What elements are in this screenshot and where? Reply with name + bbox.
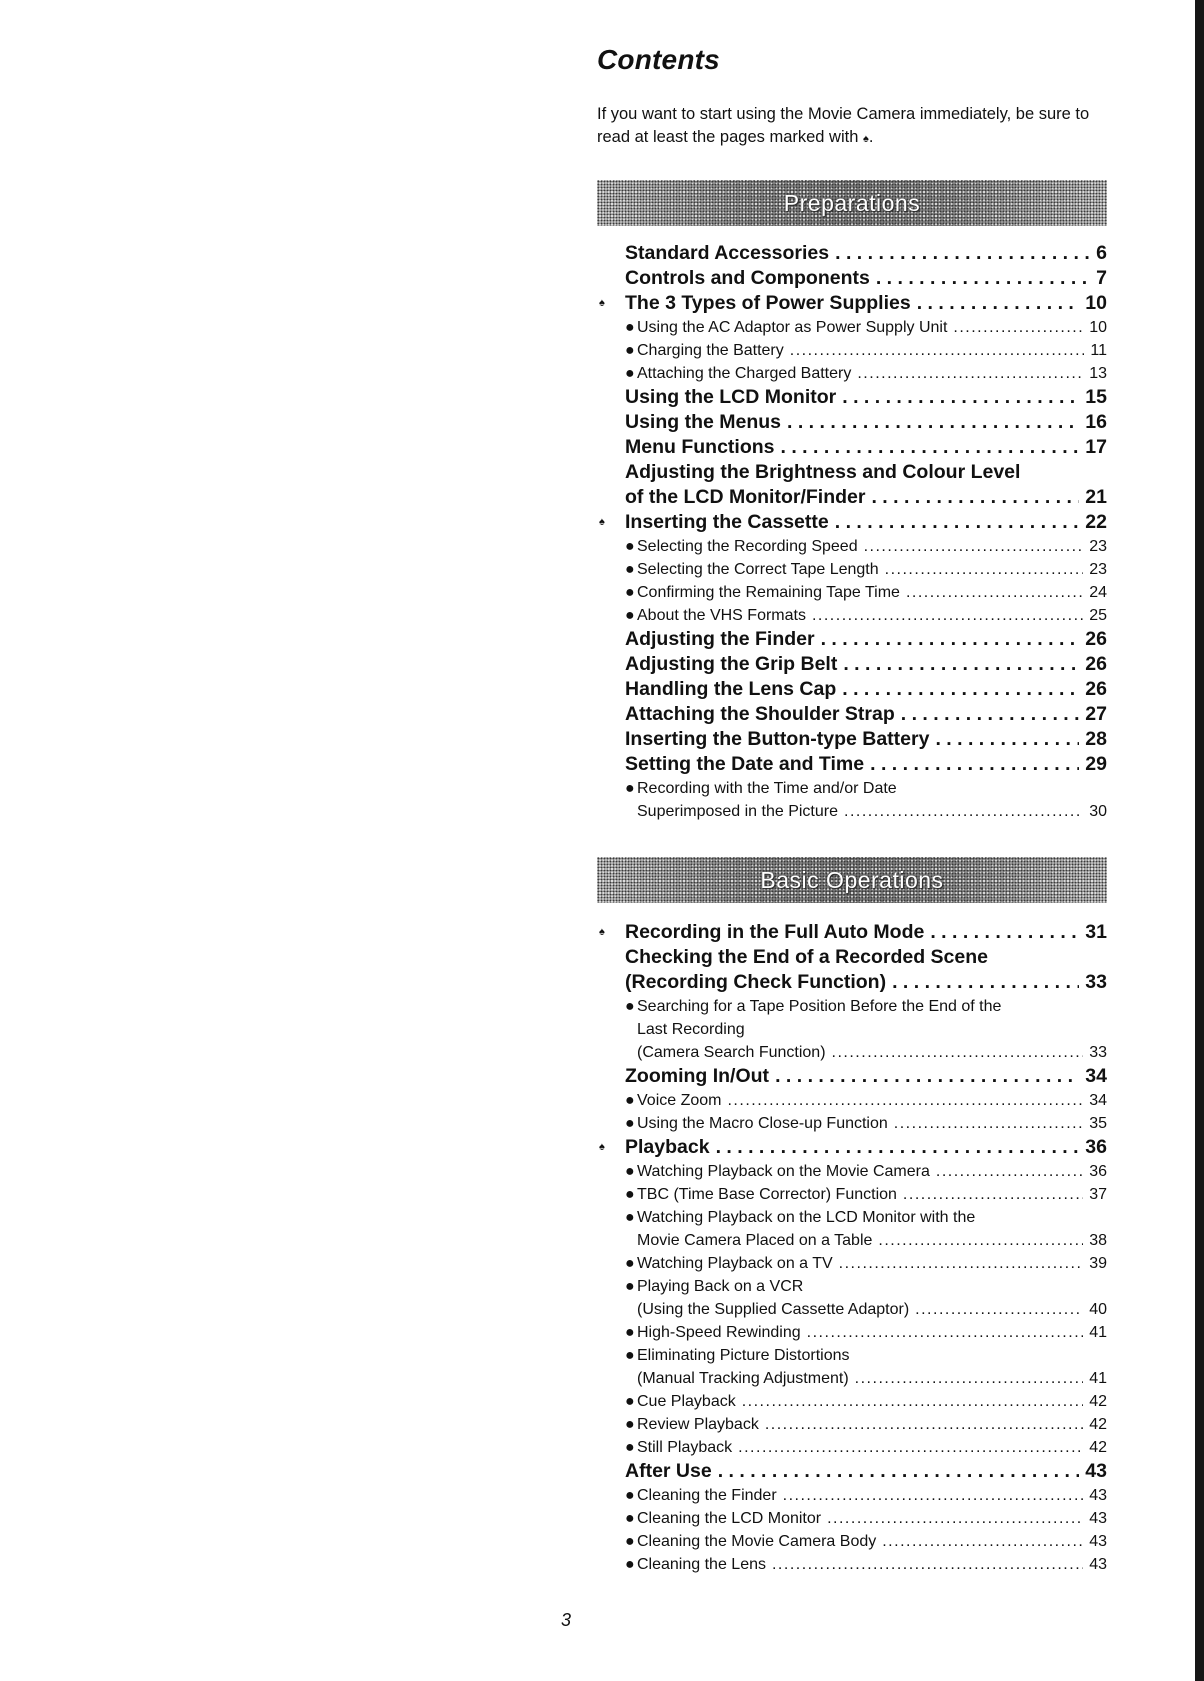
toc-subentry[interactable]: ● Charging the Battery ..... 11	[597, 339, 1107, 362]
bullet-icon: ●	[625, 342, 635, 359]
toc-subentry[interactable]: ● Using the Macro Close-up Function ..... 35	[597, 1112, 1107, 1135]
spade-icon: ♠	[599, 926, 605, 938]
toc-entry[interactable]: Controls and Components . . . 7	[597, 266, 1107, 291]
bullet-icon: ●	[625, 780, 635, 797]
toc-entry[interactable]: ♠ Recording in the Full Auto Mode . . . 31	[597, 920, 1107, 945]
toc-entry[interactable]: Inserting the Button-type Battery . . . 28	[597, 727, 1107, 752]
toc-subentry-cont[interactable]: (Camera Search Function) ..... 33	[597, 1041, 1107, 1064]
bullet-icon: ●	[625, 365, 635, 382]
intro-text	[597, 103, 1107, 151]
page-edge-bar	[1195, 0, 1204, 1681]
toc-subentry[interactable]: ● Cleaning the Lens ..... 43	[597, 1553, 1107, 1576]
bullet-icon: ●	[625, 1255, 635, 1272]
bullet-icon: ●	[625, 1324, 635, 1341]
toc-subentry[interactable]: ● Selecting the Correct Tape Length ..... 23	[597, 558, 1107, 581]
toc-entry[interactable]: Setting the Date and Time . . . 29	[597, 752, 1107, 777]
toc-subentry-cont[interactable]: Movie Camera Placed on a Table ..... 38	[597, 1229, 1107, 1252]
toc-subentry-cont[interactable]: Last Recording	[637, 1021, 745, 1038]
section-label: Basic Operations	[760, 866, 944, 893]
bullet-icon: ●	[625, 1347, 635, 1364]
spade-icon: ♠	[599, 297, 605, 309]
toc-subentry-cont[interactable]: (Manual Tracking Adjustment) ..... 41	[597, 1367, 1107, 1390]
toc-entry[interactable]: ♠ Playback . . . 36	[597, 1135, 1107, 1160]
bullet-icon: ●	[625, 1163, 635, 1180]
bullet-icon: ●	[625, 1439, 635, 1456]
intro-body: If you want to start using the Movie Camera immediately, be sure to read at least the pages marked with	[597, 105, 1090, 146]
toc-entry[interactable]: After Use . . . 43	[597, 1459, 1107, 1484]
toc-entry[interactable]: Checking the End of a Recorded Scene	[625, 946, 988, 968]
spade-icon: ♠	[863, 133, 869, 145]
section-banner-basic-operations	[597, 857, 1107, 903]
spade-icon: ♠	[599, 516, 605, 528]
toc-subentry[interactable]: ● Cleaning the Finder ..... 43	[597, 1484, 1107, 1507]
toc-entry[interactable]: Using the Menus . . . 16	[597, 410, 1107, 435]
toc-entry[interactable]: Adjusting the Finder . . . 26	[597, 627, 1107, 652]
toc-subentry[interactable]: ● About the VHS Formats ..... 25	[597, 604, 1107, 627]
intro-end: .	[868, 128, 874, 146]
toc-subentry[interactable]: ● Still Playback ..... 42	[597, 1436, 1107, 1459]
toc-subentry[interactable]: ● Selecting the Recording Speed ..... 23	[597, 535, 1107, 558]
toc-entry[interactable]: Zooming In/Out . . . 34	[597, 1064, 1107, 1089]
toc-subentry[interactable]: ● Confirming the Remaining Tape Time ..... 24	[597, 581, 1107, 604]
toc-subentry[interactable]: ● Cleaning the Movie Camera Body ..... 43	[597, 1530, 1107, 1553]
toc-entry[interactable]: Adjusting the Brightness and Colour Level	[625, 461, 1021, 483]
toc-subentry[interactable]: ● Attaching the Charged Battery ..... 13	[597, 362, 1107, 385]
toc-subentry[interactable]: ● Recording with the Time and/or Date	[597, 777, 1107, 800]
toc-entry-cont[interactable]: of the LCD Monitor/Finder . . . 21	[597, 485, 1107, 510]
bullet-icon: ●	[625, 584, 635, 601]
toc-subentry[interactable]: ● Eliminating Picture Distortions	[597, 1344, 1107, 1367]
toc-subentry[interactable]: ● Watching Playback on the Movie Camera ..... 36	[597, 1160, 1107, 1183]
toc-subentry-cont[interactable]: Superimposed in the Picture ..... 30	[597, 800, 1107, 823]
toc-subentry[interactable]: ● Cue Playback ..... 42	[597, 1390, 1107, 1413]
bullet-icon: ●	[625, 1209, 635, 1226]
toc-subentry[interactable]: ● Review Playback ..... 42	[597, 1413, 1107, 1436]
section-label: Preparations	[783, 189, 921, 216]
toc-entry[interactable]: Handling the Lens Cap . . . 26	[597, 677, 1107, 702]
toc-subentry[interactable]: ● High-Speed Rewinding ..... 41	[597, 1321, 1107, 1344]
page-title: Contents	[597, 44, 720, 75]
toc-subentry[interactable]: ● Voice Zoom ..... 34	[597, 1089, 1107, 1112]
bullet-icon: ●	[625, 998, 635, 1015]
toc-subentry[interactable]: ● Using the AC Adaptor as Power Supply Unit ..... 10	[597, 316, 1107, 339]
bullet-icon: ●	[625, 1186, 635, 1203]
page-number: 3	[561, 1610, 572, 1630]
toc-entry[interactable]: ♠ Inserting the Cassette . . . 22	[597, 510, 1107, 535]
toc-entry[interactable]: Attaching the Shoulder Strap . . . 27	[597, 702, 1107, 727]
bullet-icon: ●	[625, 607, 635, 624]
toc-subentry[interactable]: ● Watching Playback on the LCD Monitor with the	[597, 1206, 1107, 1229]
toc-entry[interactable]: ♠ The 3 Types of Power Supplies . . . 10	[597, 291, 1107, 316]
toc-subentry-cont[interactable]: (Using the Supplied Cassette Adaptor) ..... 40	[597, 1298, 1107, 1321]
bullet-icon: ●	[625, 1487, 635, 1504]
toc-basic-operations	[597, 920, 1107, 1576]
bullet-icon: ●	[625, 538, 635, 555]
spade-icon: ♠	[599, 1141, 605, 1153]
bullet-icon: ●	[625, 1556, 635, 1573]
bullet-icon: ●	[625, 1115, 635, 1132]
toc-subentry[interactable]: ● Watching Playback on a TV ..... 39	[597, 1252, 1107, 1275]
bullet-icon: ●	[625, 1092, 635, 1109]
bullet-icon: ●	[625, 1416, 635, 1433]
toc-subentry[interactable]: ● Cleaning the LCD Monitor ..... 43	[597, 1507, 1107, 1530]
toc-entry[interactable]: Adjusting the Grip Belt . . . 26	[597, 652, 1107, 677]
bullet-icon: ●	[625, 319, 635, 336]
toc-entry-cont[interactable]: (Recording Check Function) . . . 33	[597, 970, 1107, 995]
toc-entry[interactable]: Using the LCD Monitor . . . 15	[597, 385, 1107, 410]
toc-entry[interactable]: Menu Functions . . . 17	[597, 435, 1107, 460]
toc-subentry[interactable]: ● Playing Back on a VCR	[597, 1275, 1107, 1298]
toc-preparations	[597, 241, 1107, 823]
bullet-icon: ●	[625, 1510, 635, 1527]
toc-subentry[interactable]: ● Searching for a Tape Position Before the End of the	[597, 995, 1107, 1018]
bullet-icon: ●	[625, 1278, 635, 1295]
toc-subentry[interactable]: ● TBC (Time Base Corrector) Function ..... 37	[597, 1183, 1107, 1206]
section-banner-preparations	[597, 180, 1107, 226]
bullet-icon: ●	[625, 1533, 635, 1550]
bullet-icon: ●	[625, 1393, 635, 1410]
bullet-icon: ●	[625, 561, 635, 578]
toc-entry[interactable]: Standard Accessories . . . 6	[597, 241, 1107, 266]
